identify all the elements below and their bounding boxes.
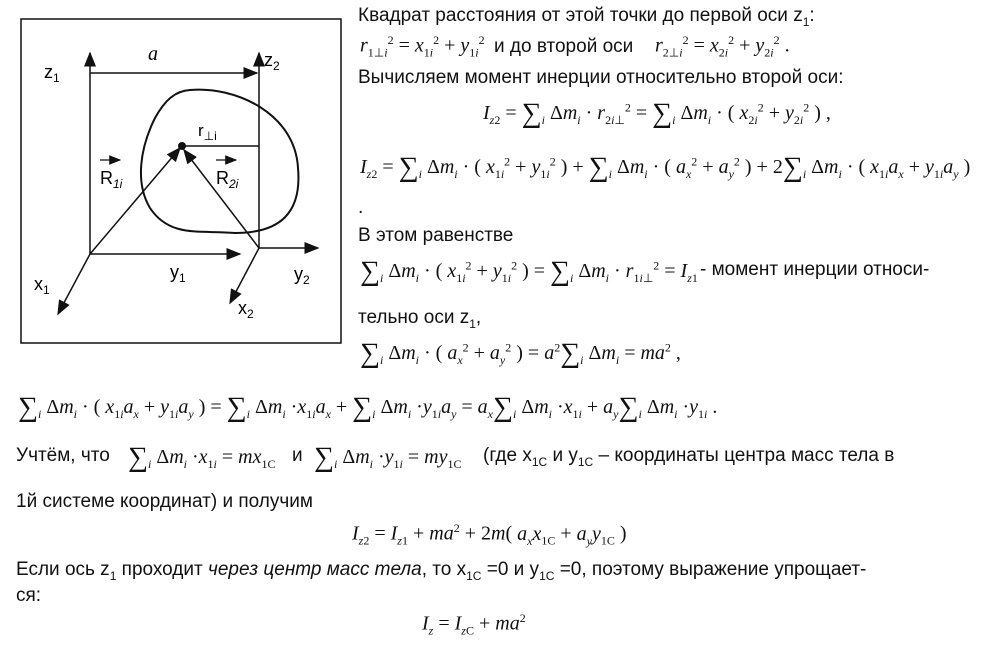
text-line-6-tail: - момент инерции относи- xyxy=(700,259,930,280)
label-y1: $y_1$ xyxy=(170,262,186,285)
body-outline xyxy=(141,90,299,233)
text-line-10-tail: (где $x_{1C}$ и $y_{1C}$ – координаты центра масс тела в xyxy=(483,445,895,469)
text-line-7: тельно оси $z_1$, xyxy=(358,307,482,331)
text-line-5: В этом равенстве xyxy=(358,225,514,246)
formula-cross-terms: $\sum_i$ $\Delta m_i$ · ( $x_{1i}a_x + y_{1i}a_y$ ) = $\sum_i$ $\Delta m_i \cdot x_{1i}a_x + \sum_i$ $\Delta m_i \cdot y_{1i}a_y = a_x\sum_i$ $\Delta m_i \cdot x_{1i} + a_y\sum_i$ $\Delta m_i \cdot y_{1i}$ . xyxy=(18,392,718,423)
text-dot: . xyxy=(358,197,364,218)
label-y2: $y_2$ xyxy=(294,264,310,287)
text-line-11: 1й системе координат) и получим xyxy=(16,491,313,512)
coordinate-diagram xyxy=(20,18,342,344)
formula-Iz2-b: $I_{z2} = \sum_i$ $\Delta m_i$ · ( $x_{1i}^2 + y_{1i}^2$ ) + $\sum_i$ $\Delta m_i$ · ( $a_x^2 + a_y^2$ ) + $2\sum_i$ $\Delta m_i$ · ( $x_{1i}a_x + y_{1i}a_y$ ) xyxy=(360,152,971,183)
label-z2: $z_2$ xyxy=(264,50,280,73)
R1-vector xyxy=(90,148,180,254)
text-line-14: ся: xyxy=(16,585,42,606)
formula-mx1C: $\sum_i$ $\Delta m_i \cdot x_{1i} = mx_{1C}$ xyxy=(128,442,276,473)
label-R2: $R_{2i}$ xyxy=(216,168,239,191)
formula-r-perp: $r_{1\perp i}^2 = x_{1i}^2 + y_{1i}^2$ xyxy=(360,33,485,60)
x1-axis xyxy=(58,254,90,314)
text-line-3: Вычисляем момент инерции относительно второй оси: xyxy=(358,67,844,88)
label-r-perp: $r_{\perp i}$ xyxy=(198,121,217,143)
text-line-10-and: и xyxy=(292,445,303,466)
label-R1: $R_{1i}$ xyxy=(100,168,123,191)
mass-point xyxy=(178,142,186,150)
text-line-2-mid: и до второй оси xyxy=(494,36,634,57)
x2-axis xyxy=(230,248,259,303)
formula-Iz2-a: $I_{z2} = \sum_i$ $\Delta m_i \cdot r_{2i\perp}^2 = \sum_i$ $\Delta m_i$ · ( $x_{2i}^2 + y_{2i}^2$ ) , xyxy=(483,98,831,129)
text-line-1: Квадрат расстояния от этой точки до первой оси $z_1$: xyxy=(358,5,815,29)
formula-ma2: $\sum_i$ $\Delta m_i$ · ( $a_x^2 + a_y^2$ ) = $a^2\sum_i$ $\Delta m_i = ma^2$ , xyxy=(360,338,681,369)
formula-my1C: $\sum_i$ $\Delta m_i \cdot y_{1i} = my_{1C}$ xyxy=(314,442,462,473)
formula-Iz1: $\sum_i$ $\Delta m_i$ · ( $x_{1i}^2 + y_{1i}^2$ ) = $\sum_i$ $\Delta m_i \cdot r_{1i\perp}^2 = I_{z1}$ xyxy=(360,256,698,287)
label-a: a xyxy=(148,43,158,65)
formula-r2-perp: $r_{2\perp i}^2 = x_{2i}^2 + y_{2i}^2$ . xyxy=(655,33,790,60)
text-line-10-pre: Учтём, что xyxy=(16,445,110,466)
R2-vector xyxy=(184,150,259,248)
formula-final: $I_z = I_{zC} + ma^2$ xyxy=(422,611,526,638)
label-z1: $z_1$ xyxy=(44,62,60,85)
label-x1: $x_1$ xyxy=(34,274,50,297)
text-line-13: Если ось $z_1$ проходит через центр масс тела, то $x_{1C} =0$ и $y_{1C} =0$, поэтому выражение упрощает- xyxy=(16,559,867,583)
label-x2: $x_2$ xyxy=(238,298,254,321)
formula-huygens-steiner: $I_{z2} = I_{z1} + ma^2 + 2m$( $a_xx_{1C} + a_yy_{1C}$ ) xyxy=(352,521,627,548)
